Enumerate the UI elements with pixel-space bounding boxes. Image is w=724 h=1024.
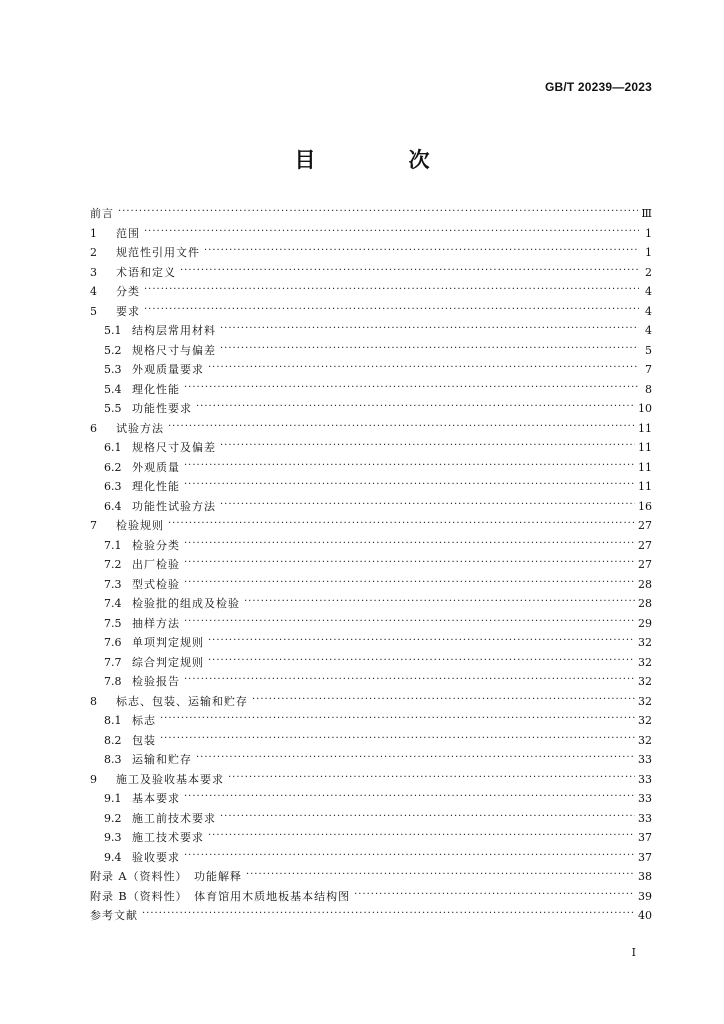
toc-leader-dots (204, 241, 639, 261)
toc-entry-label: 分类 (116, 285, 140, 298)
toc-entry-page: 1 (645, 246, 652, 259)
toc-entry-label: 理化性能 (132, 382, 180, 396)
toc-entry-label: 检验报告 (132, 675, 180, 688)
toc-entry-number: 7.8 (104, 675, 122, 688)
toc-entry-number: 7.6 (104, 636, 122, 649)
toc-entry-number: 9.4 (104, 850, 122, 864)
toc-entry-label: 抽样方法 (132, 616, 180, 630)
toc-leader-dots (180, 261, 639, 281)
toc-entry-label: 运输和贮存 (132, 753, 192, 766)
standard-code: GB/T 20239—2023 (544, 80, 652, 94)
toc-entry-page: 27 (638, 519, 652, 532)
toc-entry-label: 检验规则 (116, 519, 164, 532)
toc-entry-page: 11 (638, 460, 652, 474)
toc-entry-label: 范围 (116, 226, 140, 240)
toc-entry-label: 结构层常用材料 (132, 324, 216, 337)
toc-entry-page: 28 (638, 597, 652, 610)
toc-leader-dots (144, 300, 639, 320)
toc-leader-dots (184, 534, 635, 554)
toc-entry-page: 4 (645, 304, 652, 318)
toc-leader-dots (208, 826, 635, 846)
toc-entry-number: 6.3 (104, 480, 122, 493)
toc-entry-number: 7.3 (104, 577, 122, 591)
toc-entry-page: 27 (638, 538, 652, 552)
toc-leader-dots (220, 436, 635, 456)
toc-entry-number: 8.3 (104, 753, 122, 766)
toc-leader-dots (208, 358, 639, 378)
toc-entry-number: 5.2 (104, 343, 122, 357)
toc-entry-number: 8.2 (104, 733, 122, 747)
toc-entry-page: 4 (645, 324, 652, 337)
toc-entry-page: 1 (645, 226, 652, 240)
toc-entry-page: 29 (638, 616, 652, 630)
toc-entry-label: 出厂检验 (132, 558, 180, 571)
toc-entry-number: 9.3 (104, 831, 122, 844)
toc-leader-dots (168, 417, 635, 437)
toc-entry-label: 检验批的组成及检验 (132, 597, 240, 610)
toc-leader-dots (184, 670, 635, 690)
toc-entry-number: 5.1 (104, 324, 122, 337)
toc-entry-page: 37 (638, 850, 652, 864)
toc-leader-dots (354, 885, 635, 905)
toc-entry-label: 功能性试验方法 (132, 499, 216, 513)
toc-entry-number: 3 (90, 265, 97, 279)
toc-entry-label: 术语和定义 (116, 265, 176, 279)
toc-entry[interactable] (90, 906, 652, 926)
table-of-contents (90, 204, 652, 926)
toc-entry-number: 7.1 (104, 538, 122, 552)
toc-leader-dots (184, 456, 635, 476)
toc-entry-page: 5 (645, 343, 652, 357)
toc-leader-dots (244, 592, 635, 612)
toc-entry-label: 检验分类 (132, 538, 180, 552)
toc-entry-page: 32 (638, 636, 652, 649)
toc-entry-number: 7.2 (104, 558, 122, 571)
toc-entry-label: 标志 (132, 714, 156, 727)
toc-leader-dots (252, 690, 635, 710)
toc-entry-number: 5 (90, 304, 97, 318)
toc-entry-number: 9.2 (104, 811, 122, 825)
toc-leader-dots (144, 222, 639, 242)
toc-entry-page: 32 (638, 655, 652, 669)
toc-leader-dots (184, 573, 635, 593)
toc-entry-label: 前言 (90, 207, 114, 220)
toc-entry-label: 基本要求 (132, 792, 180, 805)
toc-leader-dots (142, 904, 635, 924)
toc-entry-number: 9 (90, 772, 97, 786)
toc-entry-number: 1 (90, 226, 97, 240)
toc-leader-dots (246, 865, 635, 885)
toc-entry-number: 8 (90, 694, 97, 708)
toc-entry-page: 33 (638, 753, 652, 766)
toc-leader-dots (196, 397, 635, 417)
toc-entry-page: 4 (645, 285, 652, 298)
toc-entry-page: 37 (638, 831, 652, 844)
toc-entry-page: 39 (638, 889, 652, 903)
toc-entry-number: 4 (90, 285, 97, 298)
toc-entry-label: 包装 (132, 733, 156, 747)
toc-entry-number: 7 (90, 519, 97, 532)
toc-entry-page: 40 (638, 909, 652, 922)
toc-entry-number: 9.1 (104, 792, 122, 805)
toc-entry-number: 7.7 (104, 655, 122, 669)
toc-entry-page: 8 (645, 382, 652, 396)
toc-entry-label: 规格尺寸及偏差 (132, 441, 216, 454)
toc-entry-label: 参考文献 (90, 909, 138, 922)
toc-entry-page: 33 (638, 811, 652, 825)
toc-entry-page: 10 (638, 402, 652, 415)
toc-entry-page: 32 (638, 733, 652, 747)
toc-leader-dots (228, 768, 635, 788)
toc-entry-number: 6.2 (104, 460, 122, 474)
toc-leader-dots (160, 709, 635, 729)
toc-leader-dots (168, 514, 635, 534)
toc-entry-label: 施工技术要求 (132, 831, 204, 844)
toc-entry-page: 33 (638, 772, 652, 786)
toc-leader-dots (184, 612, 635, 632)
toc-entry-label: 施工及验收基本要求 (116, 772, 224, 786)
toc-entry-page: 11 (638, 421, 652, 435)
toc-entry-page: 27 (638, 558, 652, 571)
toc-entry-label: 规格尺寸与偏差 (132, 343, 216, 357)
toc-entry-page: 32 (638, 675, 652, 688)
toc-entry-page: 28 (638, 577, 652, 591)
toc-leader-dots (184, 846, 635, 866)
toc-entry-label: 综合判定规则 (132, 655, 204, 669)
toc-entry-label: 功能性要求 (132, 402, 192, 415)
toc-leader-dots (184, 475, 635, 495)
toc-entry-page: 11 (638, 480, 652, 493)
toc-leader-dots (220, 339, 639, 359)
toc-leader-dots (208, 651, 635, 671)
toc-leader-dots (144, 280, 639, 300)
toc-leader-dots (184, 378, 639, 398)
toc-entry-label: 理化性能 (132, 480, 180, 493)
toc-entry-label: 试验方法 (116, 421, 164, 435)
toc-entry-label: 标志、包装、运输和贮存 (116, 694, 248, 708)
toc-entry-label: 外观质量 (132, 460, 180, 474)
page-number: Ⅰ (631, 946, 636, 959)
toc-entry-page: 32 (638, 694, 652, 708)
toc-leader-dots (184, 553, 635, 573)
toc-entry-number: 6.1 (104, 441, 122, 454)
toc-leader-dots (220, 495, 635, 515)
toc-entry-label: 要求 (116, 304, 140, 318)
toc-entry-number: 5.4 (104, 382, 122, 396)
toc-leader-dots (208, 631, 635, 651)
toc-entry-number: 6.4 (104, 499, 122, 513)
toc-leader-dots (160, 729, 635, 749)
toc-entry-number: 6 (90, 421, 97, 435)
toc-entry-label: 验收要求 (132, 850, 180, 864)
toc-entry-page: 33 (638, 792, 652, 805)
toc-entry-page: 38 (638, 870, 652, 883)
toc-entry-number: 7.5 (104, 616, 122, 630)
toc-entry-page: 2 (645, 265, 652, 279)
toc-entry-label: 单项判定规则 (132, 636, 204, 649)
toc-entry-number: 2 (90, 246, 97, 259)
toc-entry-label: 规范性引用文件 (116, 246, 200, 259)
toc-entry-number: 5.3 (104, 363, 122, 376)
toc-entry-label: 施工前技术要求 (132, 811, 216, 825)
toc-entry-number: 7.4 (104, 597, 122, 610)
toc-entry-page: 11 (638, 441, 652, 454)
toc-entry-label: 附录 A（资料性） 功能解释 (90, 870, 242, 883)
toc-entry-label: 外观质量要求 (132, 363, 204, 376)
toc-entry-page: 7 (645, 363, 652, 376)
toc-entry-page: Ⅲ (641, 207, 652, 220)
toc-leader-dots (184, 787, 635, 807)
toc-entry-label: 型式检验 (132, 577, 180, 591)
toc-entry-page: 32 (638, 714, 652, 727)
toc-leader-dots (220, 319, 639, 339)
page-title: 目 次 (294, 148, 466, 172)
toc-entry-number: 5.5 (104, 402, 122, 415)
toc-entry-number: 8.1 (104, 714, 122, 727)
toc-leader-dots (196, 748, 635, 768)
toc-leader-dots (118, 202, 638, 222)
toc-entry-label: 附录 B（资料性） 体育馆用木质地板基本结构图 (90, 889, 351, 903)
toc-leader-dots (220, 807, 635, 827)
toc-entry-page: 16 (638, 499, 652, 513)
